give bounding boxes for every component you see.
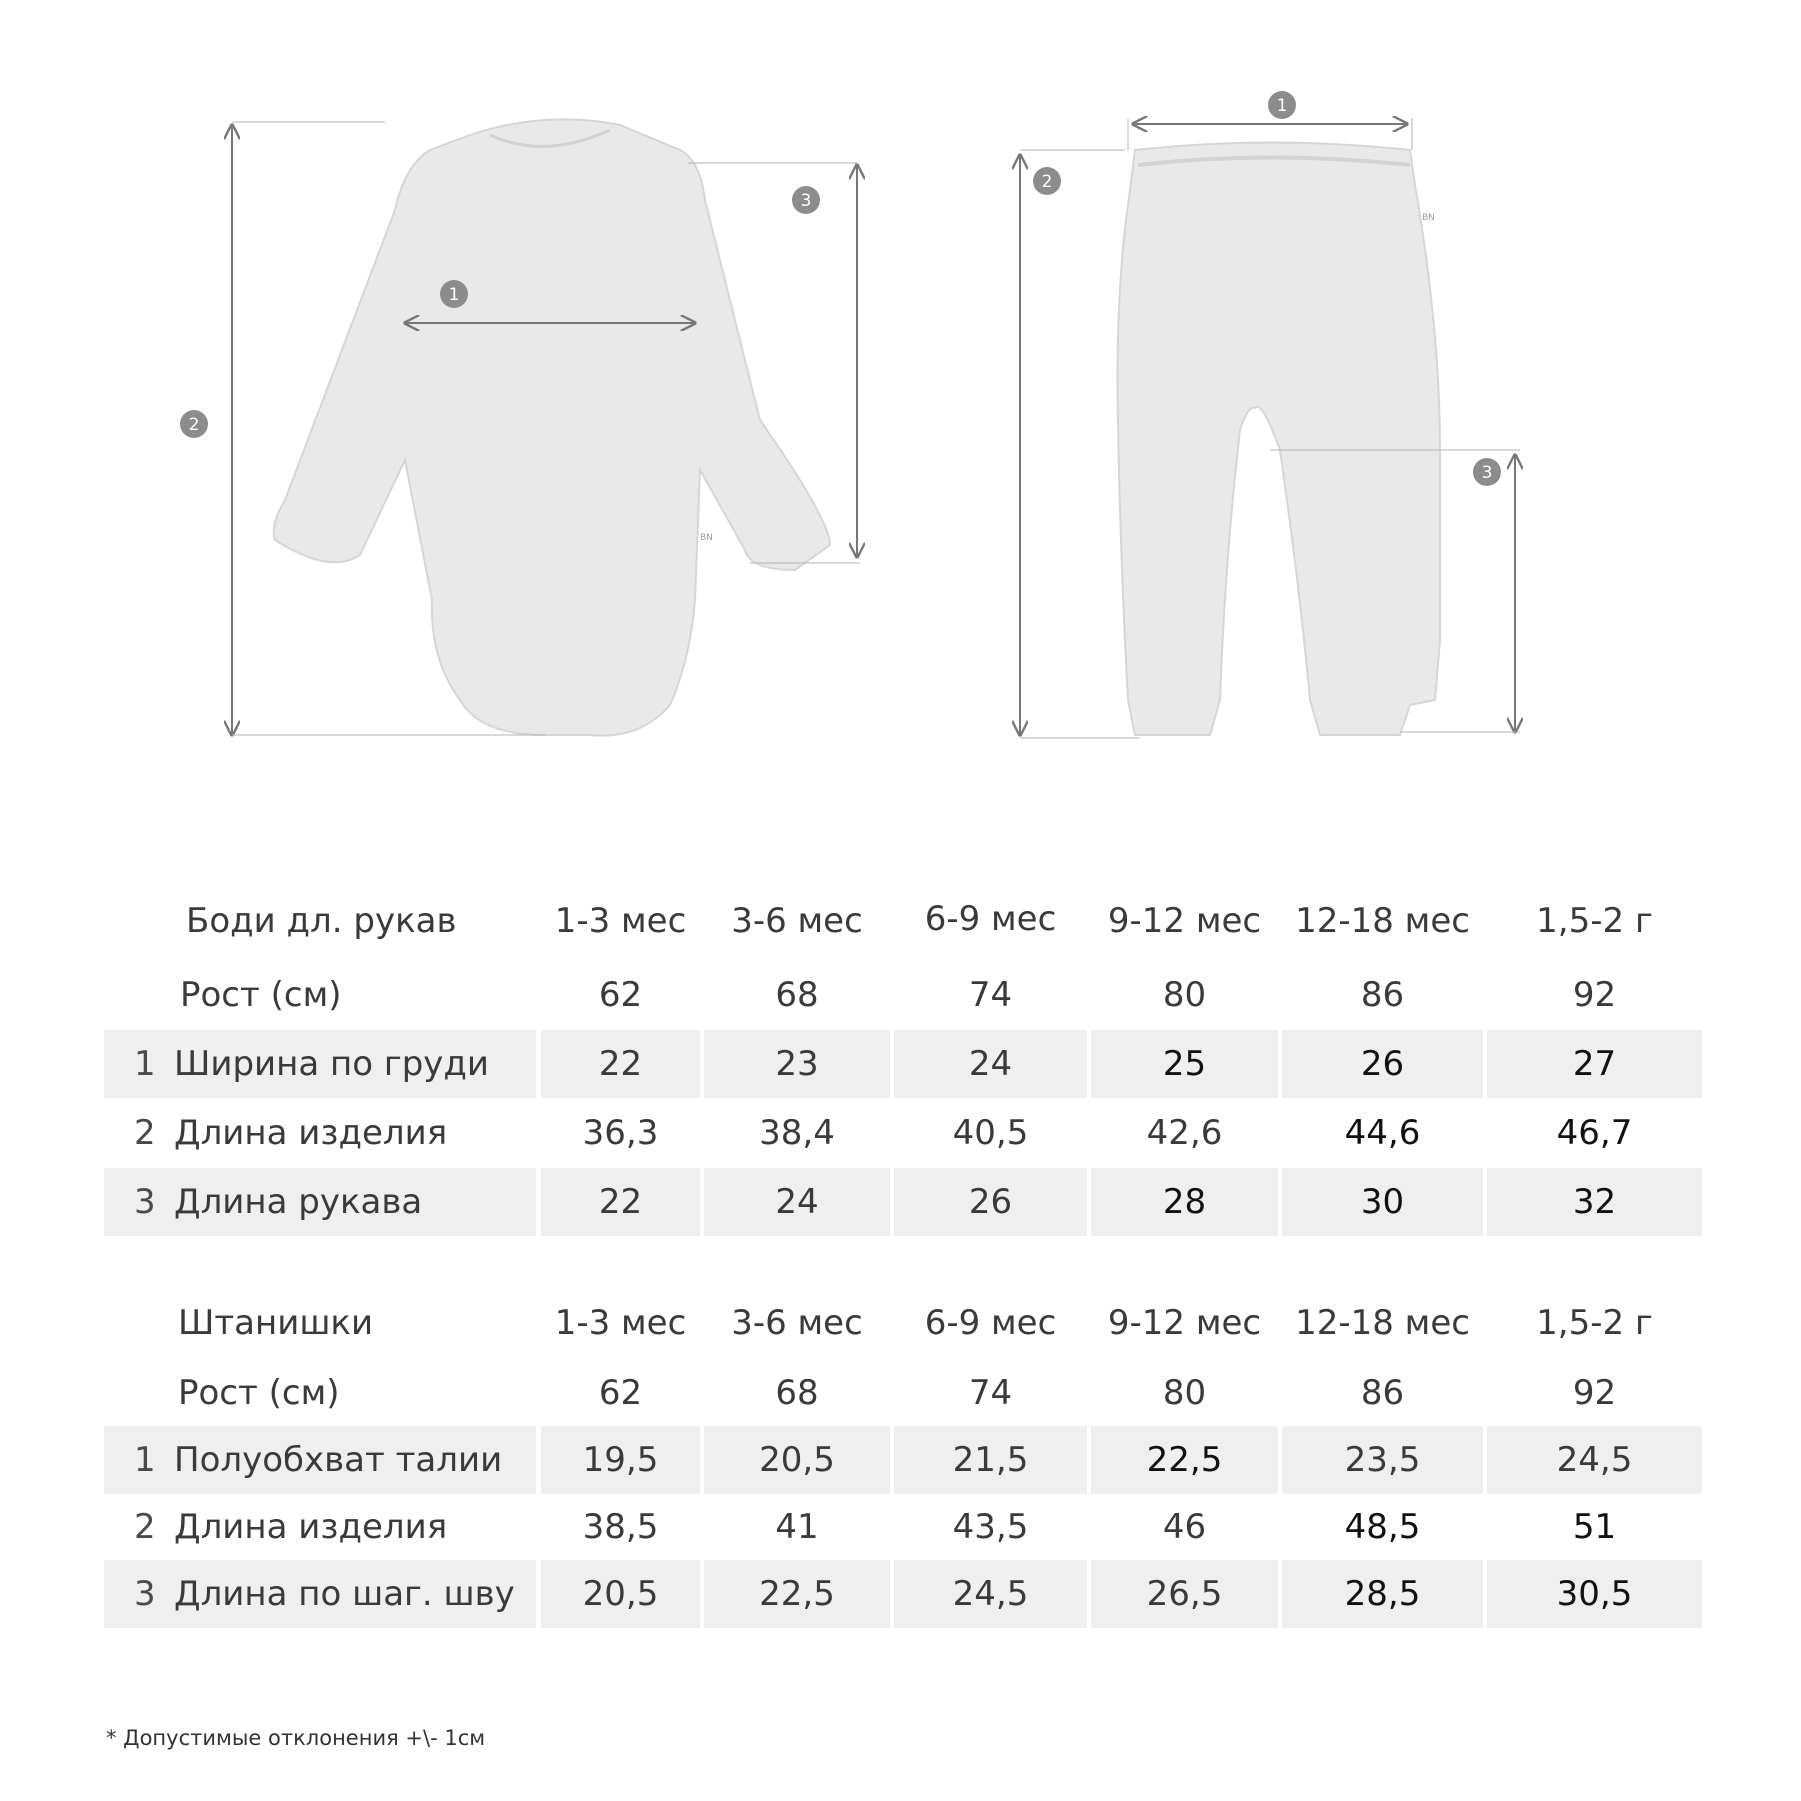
row-label: 3 Длина рукава xyxy=(104,1168,536,1236)
table-cell: 25 xyxy=(1091,1030,1278,1098)
size-header: 3-6 мес xyxy=(731,1303,863,1343)
size-header: 12-18 мес xyxy=(1295,1303,1470,1343)
svg-text:1: 1 xyxy=(1276,96,1288,116)
table-cell: 23 xyxy=(704,1030,890,1098)
table-cell: 51 xyxy=(1572,1507,1617,1547)
size-header: 6-9 мес xyxy=(924,1303,1057,1343)
table-cell: 20,5 xyxy=(704,1426,890,1494)
table-row xyxy=(104,1426,1702,1494)
table-cell: 26 xyxy=(1282,1030,1483,1098)
row-label: 1 Полуобхват талии xyxy=(104,1426,536,1494)
height-value: 62 xyxy=(598,975,643,1015)
measurement-diagram xyxy=(0,0,1801,780)
table-row xyxy=(104,1168,1702,1236)
table-cell: 30 xyxy=(1282,1168,1483,1236)
table-cell: 30,5 xyxy=(1487,1560,1702,1628)
height-value: 74 xyxy=(968,1373,1013,1413)
pants-illustration xyxy=(1020,91,1520,738)
svg-text:2: 2 xyxy=(188,415,200,435)
height-label: Рост (см) xyxy=(178,1373,340,1413)
table-cell: 26 xyxy=(894,1168,1087,1236)
height-row xyxy=(104,1359,1702,1427)
table-cell: 23,5 xyxy=(1282,1426,1483,1494)
table-cell: 32 xyxy=(1487,1168,1702,1236)
table-cell: 19,5 xyxy=(541,1426,700,1494)
height-row xyxy=(104,961,1702,1029)
row-label: 1 Ширина по груди xyxy=(104,1030,536,1098)
table-cell: 24 xyxy=(704,1168,890,1236)
table-cell: 22 xyxy=(541,1030,700,1098)
svg-text:1: 1 xyxy=(448,285,460,305)
table-title: Штанишки xyxy=(178,1303,374,1343)
height-value: 80 xyxy=(1162,1373,1207,1413)
size-header: 1,5-2 г xyxy=(1536,1303,1653,1343)
pants-brand-tag: BN xyxy=(1422,213,1435,223)
svg-text:3: 3 xyxy=(800,191,812,211)
bodysuit-silhouette xyxy=(274,119,830,735)
size-header: 9-12 мес xyxy=(1107,1303,1262,1343)
height-value: 80 xyxy=(1162,975,1207,1015)
table-cell: 22,5 xyxy=(1091,1426,1278,1494)
garment-illustrations xyxy=(0,0,1801,780)
pants-silhouette xyxy=(1118,143,1441,736)
height-value: 92 xyxy=(1572,975,1617,1015)
table-cell: 48,5 xyxy=(1344,1507,1421,1547)
table-cell: 24,5 xyxy=(894,1560,1087,1628)
table-cell: 44,6 xyxy=(1344,1113,1421,1153)
size-header: 1,5-2 г xyxy=(1536,901,1653,941)
table-row xyxy=(104,1560,1702,1628)
table-cell: 21,5 xyxy=(894,1426,1087,1494)
size-header: 9-12 мес xyxy=(1107,901,1262,941)
brand-tag: BN xyxy=(700,533,713,543)
table-row xyxy=(104,1099,1702,1167)
table-cell: 38,4 xyxy=(759,1113,835,1153)
table-cell: 24 xyxy=(894,1030,1087,1098)
row-label: 2 Длина изделия xyxy=(134,1113,448,1153)
table-row xyxy=(104,1493,1702,1561)
svg-text:2: 2 xyxy=(1041,172,1053,192)
table-cell: 28,5 xyxy=(1282,1560,1483,1628)
table-cell: 24,5 xyxy=(1487,1426,1702,1494)
table-header-row xyxy=(104,1289,1702,1357)
table-cell: 41 xyxy=(775,1507,819,1547)
height-value: 86 xyxy=(1360,1373,1405,1413)
table-cell: 38,5 xyxy=(582,1507,659,1547)
size-header: 1-3 мес xyxy=(554,1303,687,1343)
table-row xyxy=(104,1030,1702,1098)
height-value: 92 xyxy=(1572,1373,1617,1413)
row-label: 2 Длина изделия xyxy=(134,1507,448,1547)
svg-text:3: 3 xyxy=(1481,463,1493,483)
height-value: 74 xyxy=(968,975,1013,1015)
size-header: 12-18 мес xyxy=(1295,901,1470,941)
table-cell: 43,5 xyxy=(952,1507,1029,1547)
height-value: 62 xyxy=(598,1373,643,1413)
height-value: 68 xyxy=(775,975,819,1015)
table-cell: 28 xyxy=(1091,1168,1278,1236)
size-header: 6-9 мес xyxy=(924,899,1057,939)
table-cell: 22,5 xyxy=(704,1560,890,1628)
table-cell: 22 xyxy=(541,1168,700,1236)
table-title: Боди дл. рукав xyxy=(186,901,457,941)
table-cell: 46 xyxy=(1162,1507,1207,1547)
size-header: 1-3 мес xyxy=(554,901,687,941)
table-cell: 20,5 xyxy=(541,1560,700,1628)
bodysuit-illustration xyxy=(180,119,860,735)
table-cell: 27 xyxy=(1487,1030,1702,1098)
height-value: 86 xyxy=(1360,975,1405,1015)
tolerance-footnote: * Допустимые отклонения +\- 1см xyxy=(106,1726,486,1750)
size-header: 3-6 мес xyxy=(731,901,863,941)
table-cell: 26,5 xyxy=(1091,1560,1278,1628)
height-label: Рост (см) xyxy=(180,975,342,1015)
row-label: 3 Длина по шаг. шву xyxy=(104,1560,536,1628)
height-value: 68 xyxy=(775,1373,819,1413)
table-cell: 40,5 xyxy=(952,1113,1029,1153)
table-cell: 46,7 xyxy=(1556,1113,1633,1153)
table-cell: 36,3 xyxy=(582,1113,659,1153)
table-cell: 42,6 xyxy=(1146,1113,1223,1153)
